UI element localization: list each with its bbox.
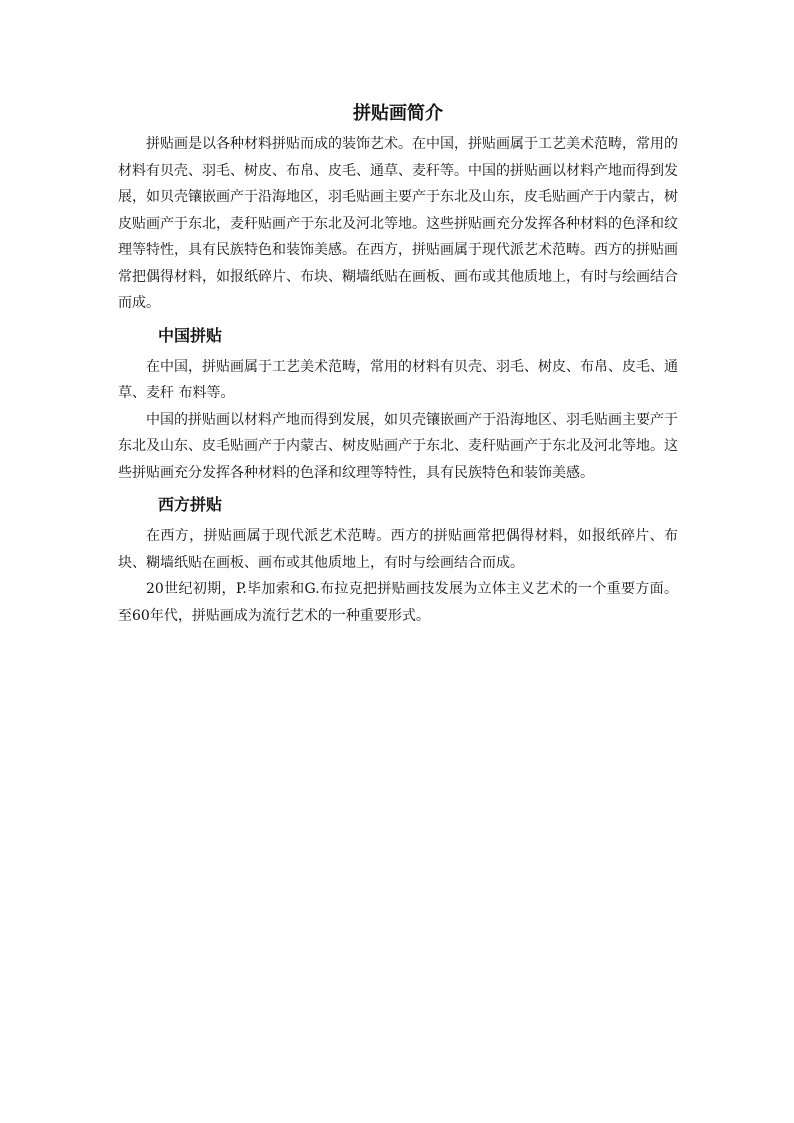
section-heading-west: 西方拼贴 [158, 495, 223, 514]
document-title: 拼贴画简介 [353, 103, 443, 124]
intro-paragraph: 拼贴画是以各种材料拼贴而成的装饰艺术。在中国，拼贴画属于工艺美术范畴，常用的材料有贝壳、羽毛、树皮、布帛、皮毛、通草、麦秆等。中国的拼贴画以材料产地而得到发展，如贝壳镶嵌画产于沿海地区，羽毛贴画主要产于东北及山东，皮毛贴画产于内蒙古，树皮贴画产于东北，麦秆贴画产于东北及河北等地。这些拼贴画充分发挥各种材料的色泽和纹理等特性，具有民族特色和装饰美感。在西方，拼贴画属于现代派艺术范畴。西方的拼贴画常把偶得材料，如报纸碎片、布块、糊墙纸贴在画板、画布或其他质地上，有时与绘画结合而成。 [118, 136, 678, 311]
west-paragraph-2: 20世纪初期，P.毕加索和G.布拉克把拼贴画技发展为立体主义艺术的一个重要方面。至60年代，拼贴画成为流行艺术的一种重要形式。 [118, 581, 678, 624]
china-paragraph-1: 在中国，拼贴画属于工艺美术范畴，常用的材料有贝壳、羽毛、树皮、布帛、皮毛、通草、麦秆 布料等。 [118, 358, 678, 401]
china-paragraph-2: 中国的拼贴画以材料产地而得到发展，如贝壳镶嵌画产于沿海地区、羽毛贴画主要产于东北及山东、皮毛贴画产于内蒙古、树皮贴画产于东北、麦秆贴画产于东北及河北等地。这些拼贴画充分发挥各种材料的色泽和纹理等特性，具有民族特色和装饰美感。 [118, 411, 678, 481]
document-page [118, 100, 678, 629]
west-paragraph-1: 在西方，拼贴画属于现代派艺术范畴。西方的拼贴画常把偶得材料，如报纸碎片、布块、糊墙纸贴在画板、画布或其他质地上，有时与绘画结合而成。 [118, 528, 678, 571]
section-heading-china: 中国拼贴 [158, 325, 223, 345]
